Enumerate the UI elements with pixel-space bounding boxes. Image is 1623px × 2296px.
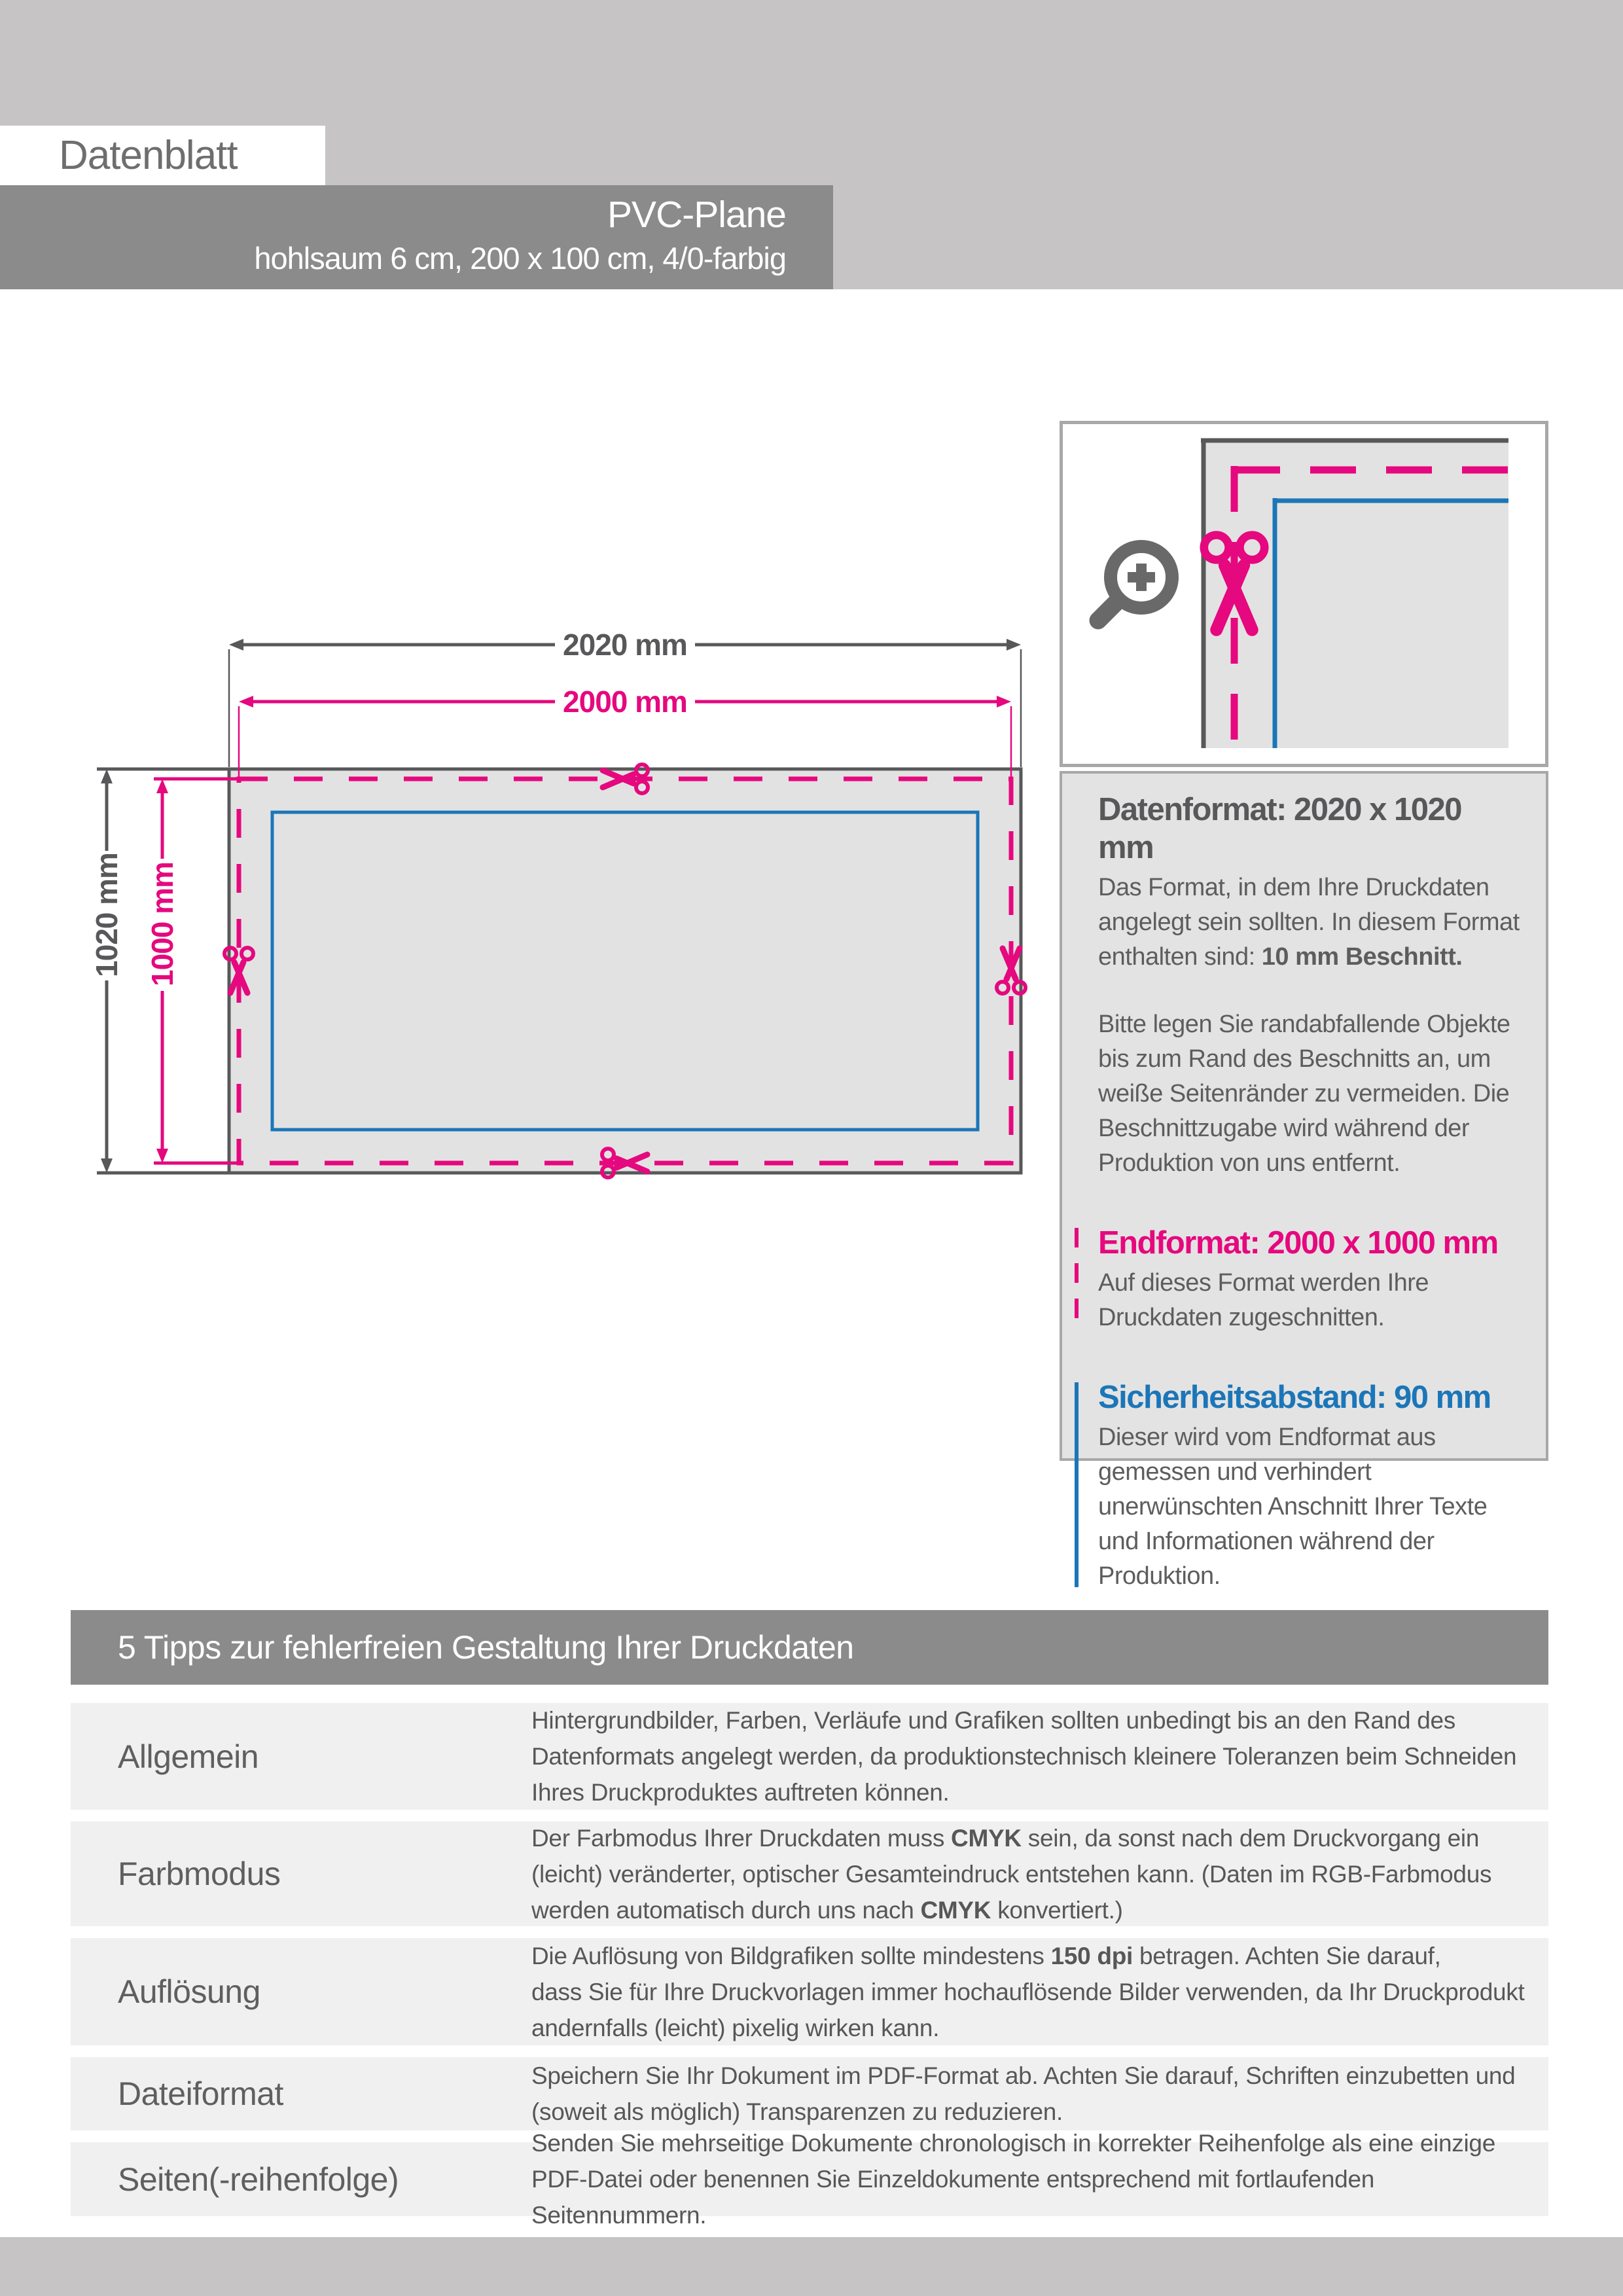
tips-header — [71, 1610, 1548, 1685]
endformat-block — [1098, 1224, 1521, 1335]
sicherheitsabstand-block — [1098, 1378, 1521, 1594]
tips-row-allgemein — [71, 1703, 1548, 1810]
datenformat-text-2: Bitte legen Sie randabfallende Objekte bis zum Rand des Beschnitts an, um weiße Seitenränder zu vermeiden. Die Beschnittzugabe wird während der Produktion von uns entfernt. — [1098, 1011, 1510, 1177]
endformat-title: Endformat: 2000 x 1000 mm — [1098, 1225, 1498, 1261]
corner-zoom-illustration — [1063, 424, 1545, 764]
tips-row-seitenreihenfolge — [71, 2130, 1548, 2229]
tip-text: Hintergrundbilder, Farben, Verläufe und Grafiken sollten unbedingt bis an den Rand des Datenformats angelegt werden, da produktionstechnisch kleinere Toleranzen beim Schneiden Ihres Druckproduktes auftreten können. — [531, 1707, 1517, 1806]
sicherheitsabstand-title: Sicherheitsabstand: 90 mm — [1098, 1380, 1491, 1415]
arrow-down — [156, 1149, 168, 1163]
tip-label: Dateiformat — [118, 2075, 283, 2112]
product-variant: hohlsaum 6 cm, 200 x 100 cm, 4/0-farbig — [254, 241, 786, 276]
tip-text: Senden Sie mehrseitige Dokumente chronologisch in korrekter Reihenfolge als eine einzige PDF-Datei oder benennen Sie Einzeldokumente entsprechend mit fortlaufenden Seitennummern. — [531, 2130, 1495, 2229]
arrow-up — [101, 769, 113, 783]
arrow-right — [1007, 639, 1021, 651]
final-height-label: 1000 mm — [145, 862, 179, 986]
tip-text: Die Auflösung von Bildgrafiken sollte mindestens 150 dpi betragen. Achten Sie darauf, dass Sie für Ihre Druckvorlagen immer hochauflösende Bilder verwenden, da Ihr Druckprodukt andernfalls (leicht) pixelig wirken kann. — [531, 1942, 1525, 2041]
arrow-left — [229, 639, 243, 651]
tips-title: 5 Tipps zur fehlerfreien Gestaltung Ihrer Druckdaten — [118, 1629, 854, 1666]
tips-row-aufloesung — [71, 1938, 1548, 2045]
final-width-label: 2000 mm — [563, 685, 687, 719]
tip-label: Allgemein — [118, 1738, 259, 1775]
endformat-marker-line — [1075, 1228, 1079, 1329]
tip-label: Seiten(-reihenfolge) — [118, 2161, 399, 2198]
bottom-band — [0, 2237, 1623, 2296]
endformat-text: Auf dieses Format werden Ihre Druckdaten zugeschnitten. — [1098, 1269, 1429, 1331]
tip-label: Auflösung — [118, 1973, 260, 2010]
tip-label: Farbmodus — [118, 1856, 281, 1892]
zoom-plus-icon — [1098, 547, 1172, 620]
format-diagram — [65, 609, 1047, 1211]
sicherheitsabstand-marker-line — [1075, 1382, 1079, 1587]
tip-text: Speichern Sie Ihr Dokument im PDF-Format ab. Achten Sie darauf, Schriften einzubetten und (soweit als möglich) Transparenzen zu reduzieren. — [531, 2062, 1516, 2125]
datenformat-area — [229, 769, 1021, 1173]
corner-zoom-detail-box — [1060, 421, 1548, 767]
arrow-down — [101, 1158, 113, 1173]
doc-label-box — [0, 126, 325, 185]
sicherheitsabstand-text: Dieser wird vom Endformat aus gemessen und verhindert unerwünschten Anschnitt Ihrer Texte und Informationen während der Produktion. — [1098, 1424, 1488, 1590]
product-name: PVC-Plane — [607, 194, 786, 236]
arrow-right — [997, 696, 1011, 708]
sheet-fill — [1205, 442, 1508, 748]
datenformat-title: Datenformat: 2020 x 1020 mm — [1098, 792, 1462, 865]
outer-height-label: 1020 mm — [90, 853, 124, 977]
product-title-band — [0, 185, 833, 289]
doc-label: Datenblatt — [59, 133, 238, 178]
outer-width-label: 2020 mm — [563, 628, 687, 662]
datenformat-text-1: Das Format, in dem Ihre Druckdaten angelegt sein sollten. In diesem Format enthalten sind: 10 mm Beschnitt. — [1098, 874, 1520, 971]
tips-row-dateiformat — [71, 2057, 1548, 2130]
format-info-panel — [1060, 771, 1548, 1590]
arrow-left — [239, 696, 253, 708]
arrow-up — [156, 779, 168, 793]
tips-row-farbmodus — [71, 1821, 1548, 1926]
tip-text: Der Farbmodus Ihrer Druckdaten muss CMYK sein, da sonst nach dem Druckvorgang ein (leicht) veränderter, optischer Gesamteindruck entstehen kann. (Daten im RGB-Farbmodus werden automatisch durch uns nach CMYK konvertiert.) — [531, 1824, 1492, 1924]
